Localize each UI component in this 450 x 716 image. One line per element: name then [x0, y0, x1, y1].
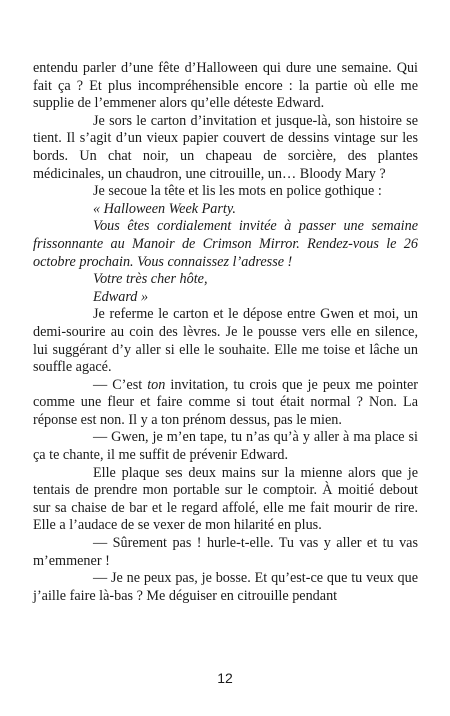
dialogue-text: — C’est	[93, 376, 148, 393]
page-body	[33, 60, 418, 605]
paragraph: Je referme le carton et le dépose entre Gwen et moi, un demi-sourire au coin des lèvres. Je le pousse vers elle en silence, lui suggérant d’y aller si elle le souhaite. Elle me toise et lâche un souffle agacé.	[33, 306, 418, 376]
paragraph: Elle plaque ses deux mains sur la mienne alors que je tentais de prendre mon portable sur le comptoir. À moitié debout sur sa chaise de bar et le regard affolé, elle me fait mourir de rire. Elle a l’audace de se vexer de mon hilarité en plus.	[33, 464, 418, 534]
paragraph: — Sûrement pas ! hurle-t-elle. Tu vas y aller et tu vas m’emmener !	[33, 535, 418, 569]
invitation-line: Votre très cher hôte,	[93, 271, 208, 288]
dialogue-text: invitation, tu crois que je peux me pointer comme une fleur et faire comme si tout était normal ? Non. La réponse est non. Il y a ton prénom dessus, pas le mien.	[33, 376, 418, 428]
invitation-line: Vous êtes cordialement invitée à passer une semaine frissonnante au Manoir de Crimson Mirror. Rendez-vous le 26 octobre prochain. Vous connaissez l’adresse !	[33, 218, 418, 270]
invitation-line: « Halloween Week Party.	[93, 200, 236, 217]
paragraph: Je secoue la tête et lis les mots en police gothique :	[93, 183, 382, 200]
invitation-line: Edward »	[93, 288, 149, 305]
paragraph	[33, 377, 418, 430]
paragraph: — Gwen, je m’en tape, tu n’as qu’à y aller à ma place si ça te chante, il me suffit de prévenir Edward.	[33, 429, 418, 464]
page-number: 12	[217, 670, 233, 686]
emphasis-text: ton	[147, 376, 166, 393]
paragraph: Je sors le carton d’invitation et jusque-là, son histoire se tient. Il s’agit d’un vieux papier couvert de dessins vintage sur les bords. Un chat noir, un chapeau de sorcière, des plantes médicinales, un chaudron, une citrouille, un… Bloody Mary ?	[33, 112, 418, 182]
paragraph: — Je ne peux pas, je bosse. Et qu’est-ce que tu veux que j’aille faire là-bas ? Me déguiser en citrouille pendant	[33, 570, 418, 604]
paragraph: entendu parler d’une fête d’Halloween qui dure une semaine. Qui fait ça ? Et plus incompréhensible encore : la partie où elle me supplie de l’emmener alors qu’elle déteste Edward.	[33, 60, 418, 112]
